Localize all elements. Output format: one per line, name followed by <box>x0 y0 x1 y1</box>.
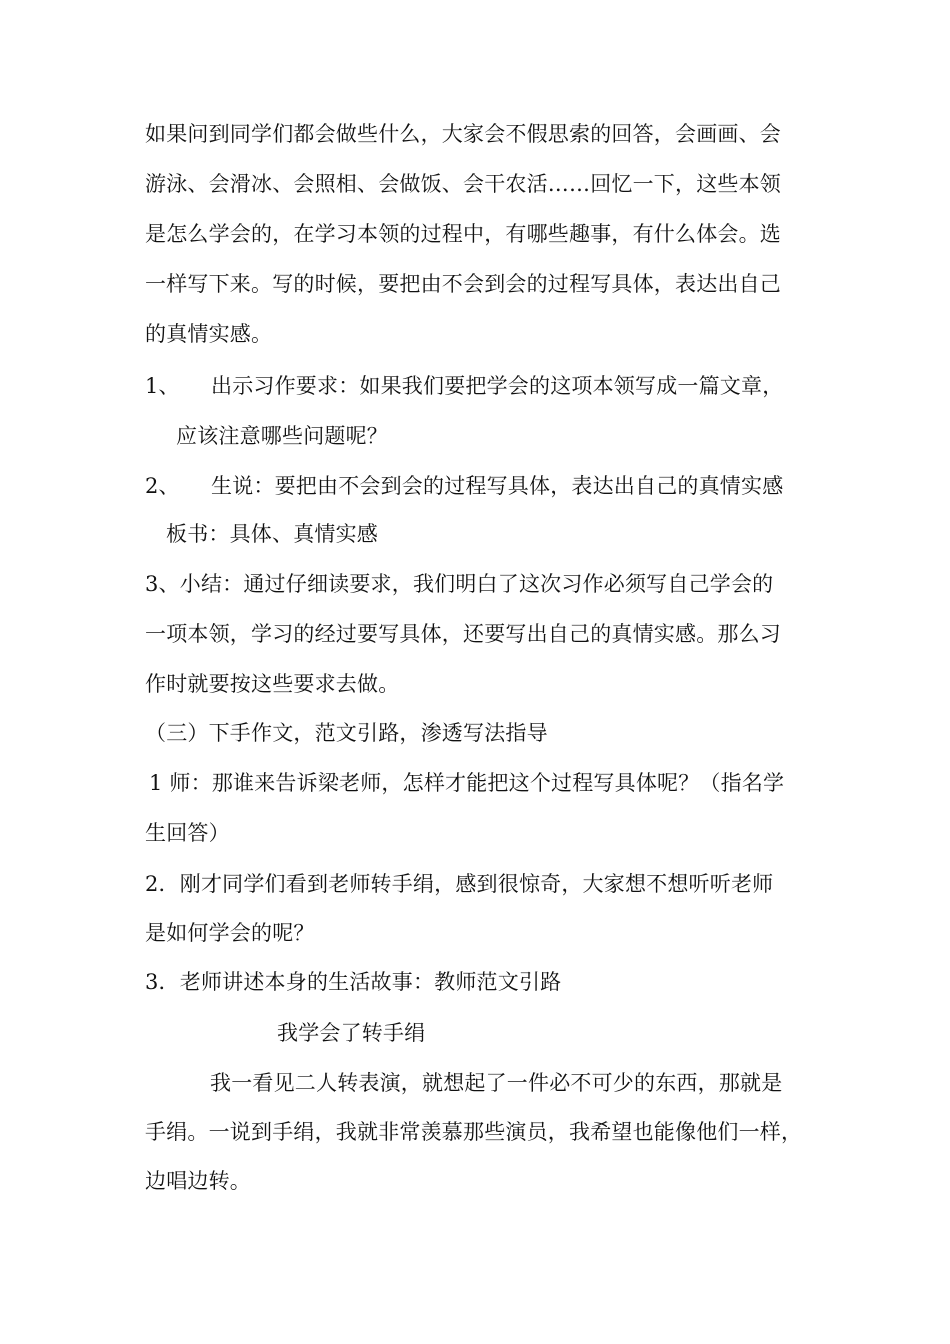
step-3-line-1: 3、小结：通过仔细读要求，我们明白了这次习作必须写自己学会的 <box>145 572 774 596</box>
step-1-number: 1、 <box>145 374 180 398</box>
intro-line-3: 是怎么学会的，在学习本领的过程中，有哪些趣事，有什么体会。选 <box>145 222 781 246</box>
section-item-1-line-1: 1 师：那谁来告诉梁老师，怎样才能把这个过程写具体呢？（指名学 <box>149 771 785 795</box>
step-1-line <box>145 371 783 401</box>
essay-line-3: 边唱边转。 <box>145 1169 251 1193</box>
section-item-1-line-2: 生回答） <box>145 821 230 845</box>
section-item-2-line-1: 2．刚才同学们看到老师转手绢，感到很惊奇，大家想不想听听老师 <box>145 872 774 896</box>
intro-line-1: 如果问到同学们都会做些什么，大家会不假思索的回答，会画画、会 <box>145 122 781 146</box>
section-heading: （三）下手作文，范文引路，渗透写法指导 <box>145 721 548 745</box>
step-1-text: 出示习作要求：如果我们要把学会的这项本领写成一篇文章， <box>211 374 784 398</box>
intro-line-2: 游泳、会滑冰、会照相、会做饭、会干农活……回忆一下，这些本领 <box>145 172 781 196</box>
intro-line-4: 一样写下来。写的时候，要把由不会到会的过程写具体，表达出自己 <box>145 272 781 296</box>
essay-title: 我学会了转手绢 <box>277 1021 426 1045</box>
step-3-line-3: 作时就要按这些要求去做。 <box>145 672 400 696</box>
intro-line-5: 的真情实感。 <box>145 322 273 346</box>
step-1-continuation: 应该注意哪些问题呢？ <box>176 424 388 448</box>
section-item-2-line-2: 是如何学会的呢？ <box>145 921 315 945</box>
step-2-text: 生说：要把由不会到会的过程写具体，表达出自己的真情实感 <box>211 474 784 498</box>
step-2-line <box>145 471 783 501</box>
section-item-3: 3．老师讲述本身的生活故事：教师范文引路 <box>145 970 562 994</box>
step-2-board-note: 板书：具体、真情实感 <box>166 522 378 546</box>
essay-line-2: 手绢。一说到手绢，我就非常羡慕那些演员，我希望也能像他们一样， <box>145 1120 803 1144</box>
essay-line-1: 我一看见二人转表演，就想起了一件必不可少的东西，那就是 <box>210 1071 783 1095</box>
step-2-number: 2、 <box>145 474 180 498</box>
step-3-line-2: 一项本领，学习的经过要写具体，还要写出自己的真情实感。那么习 <box>145 622 781 646</box>
